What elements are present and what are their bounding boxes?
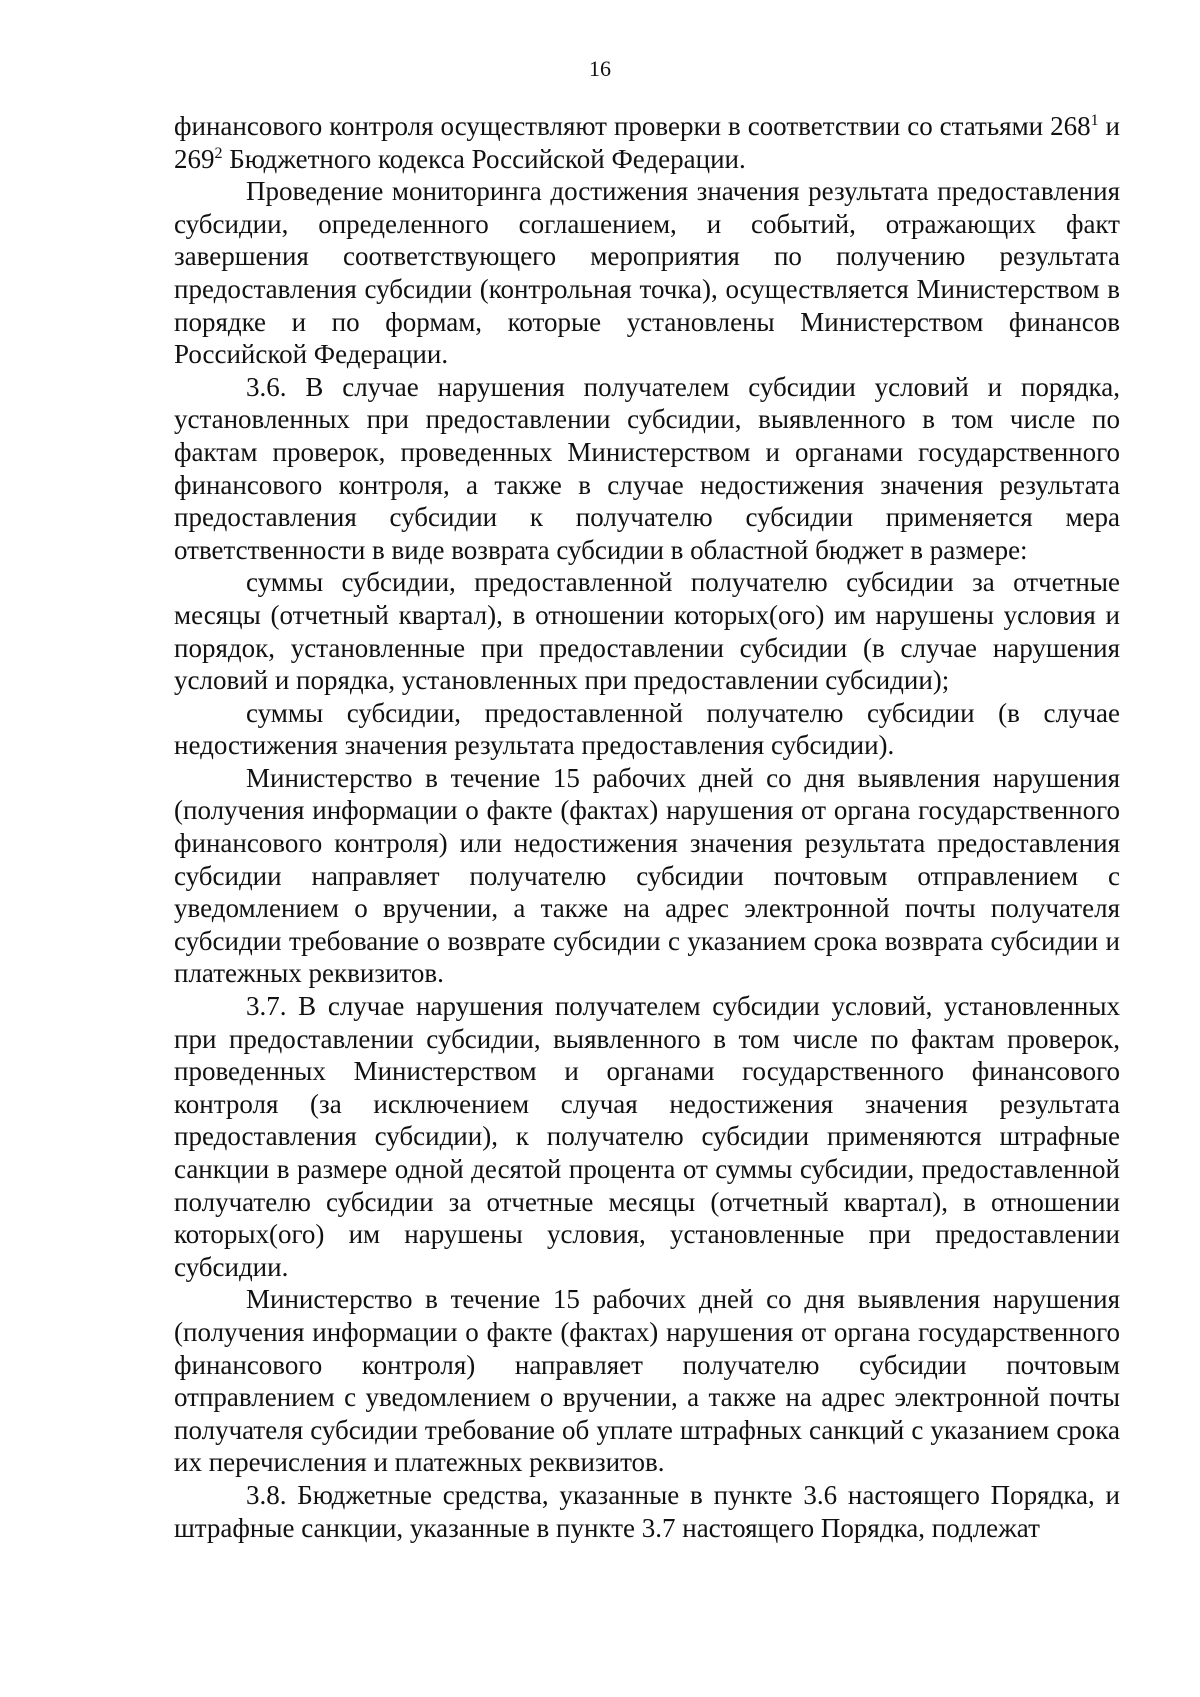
document-body xyxy=(174,110,1120,1544)
superscript: 2 xyxy=(214,144,223,162)
paragraph-3-7: 3.7. В случае нарушения получателем субсидии условий, установленных при предоставлении субсидии, выявленного в том числе по фактам проверок, проведенных Министерством и органами государственного финансового контроля (за исключением случая недостижения значения результата предоставления субсидии), к получателю субсидии применяются штрафные санкции в размере одной десятой процента от суммы субсидии, предоставленной получателю субсидии за отчетные месяцы (отчетный квартал), в отношении которых(ого) им нарушены условия, установленные при предоставлении субсидии. xyxy=(174,991,1120,1282)
superscript: 1 xyxy=(1090,112,1099,129)
paragraph-ministry-fines: Министерство в течение 15 рабочих дней со дня выявления нарушения (получения информации о факте (фактах) нарушения от органа государственного финансового контроля) направляет получателю субсидии почтовым отправлением с уведомлением о вручении, а также на адрес электронной почты получателя субсидии требование об уплате штрафных санкций с указанием срока их перечисления и платежных реквизитов. xyxy=(174,1284,1120,1478)
paragraph-list-item-2: суммы субсидии, предоставленной получателю субсидии (в случае недостижения значения результата предоставления субсидии). xyxy=(174,697,1120,761)
paragraph-ministry-return: Министерство в течение 15 рабочих дней со дня выявления нарушения (получения информации о факте (фактах) нарушения от органа государственного финансового контроля) или недостижения значения результата предоставления субсидии направляет получателю субсидии почтовым отправлением с уведомлением о вручении, а также на адрес электронной почты получателя субсидии требование о возврате субсидии с указанием срока возврата субсидии и платежных реквизитов. xyxy=(174,762,1120,989)
paragraph-3-8: 3.8. Бюджетные средства, указанные в пункте 3.6 настоящего Порядка, и штрафные санкции, указанные в пункте 3.7 настоящего Порядка, подлежат xyxy=(174,1479,1120,1543)
paragraph-text: и 269 xyxy=(174,111,1121,174)
paragraph-continuation xyxy=(174,110,1120,175)
paragraph-3-6: 3.6. В случае нарушения получателем субсидии условий и порядка, установленных при предоставлении субсидии, выявленного в том числе по фактам проверок, проведенных Министерством и органами государственного финансового контроля, а также в случае недостижения значения результата предоставления субсидии к получателю субсидии применяется мера ответственности в виде возврата субсидии в областной бюджет в размере: xyxy=(174,371,1120,565)
page-number: 16 xyxy=(589,56,611,81)
paragraph-text: финансового контроля осуществляют проверки в соответствии со статьями 268 xyxy=(174,111,1091,141)
paragraph-monitoring: Проведение мониторинга достижения значения результата предоставления субсидии, определенного соглашением, и событий, отражающих факт завершения соответствующего мероприятия по получению результата предоставления субсидии (контрольная точка), осуществляется Министерством в порядке и по формам, которые установлены Министерством финансов Российской Федерации. xyxy=(174,176,1120,370)
paragraph-text: Бюджетного кодекса Российской Федерации. xyxy=(222,143,746,174)
paragraph-list-item-1: суммы субсидии, предоставленной получателю субсидии за отчетные месяцы (отчетный квартал), в отношении которых(ого) им нарушены условия и порядок, установленные при предоставлении субсидии (в случае нарушения условий и порядка, установленных при предоставлении субсидии); xyxy=(174,567,1120,696)
